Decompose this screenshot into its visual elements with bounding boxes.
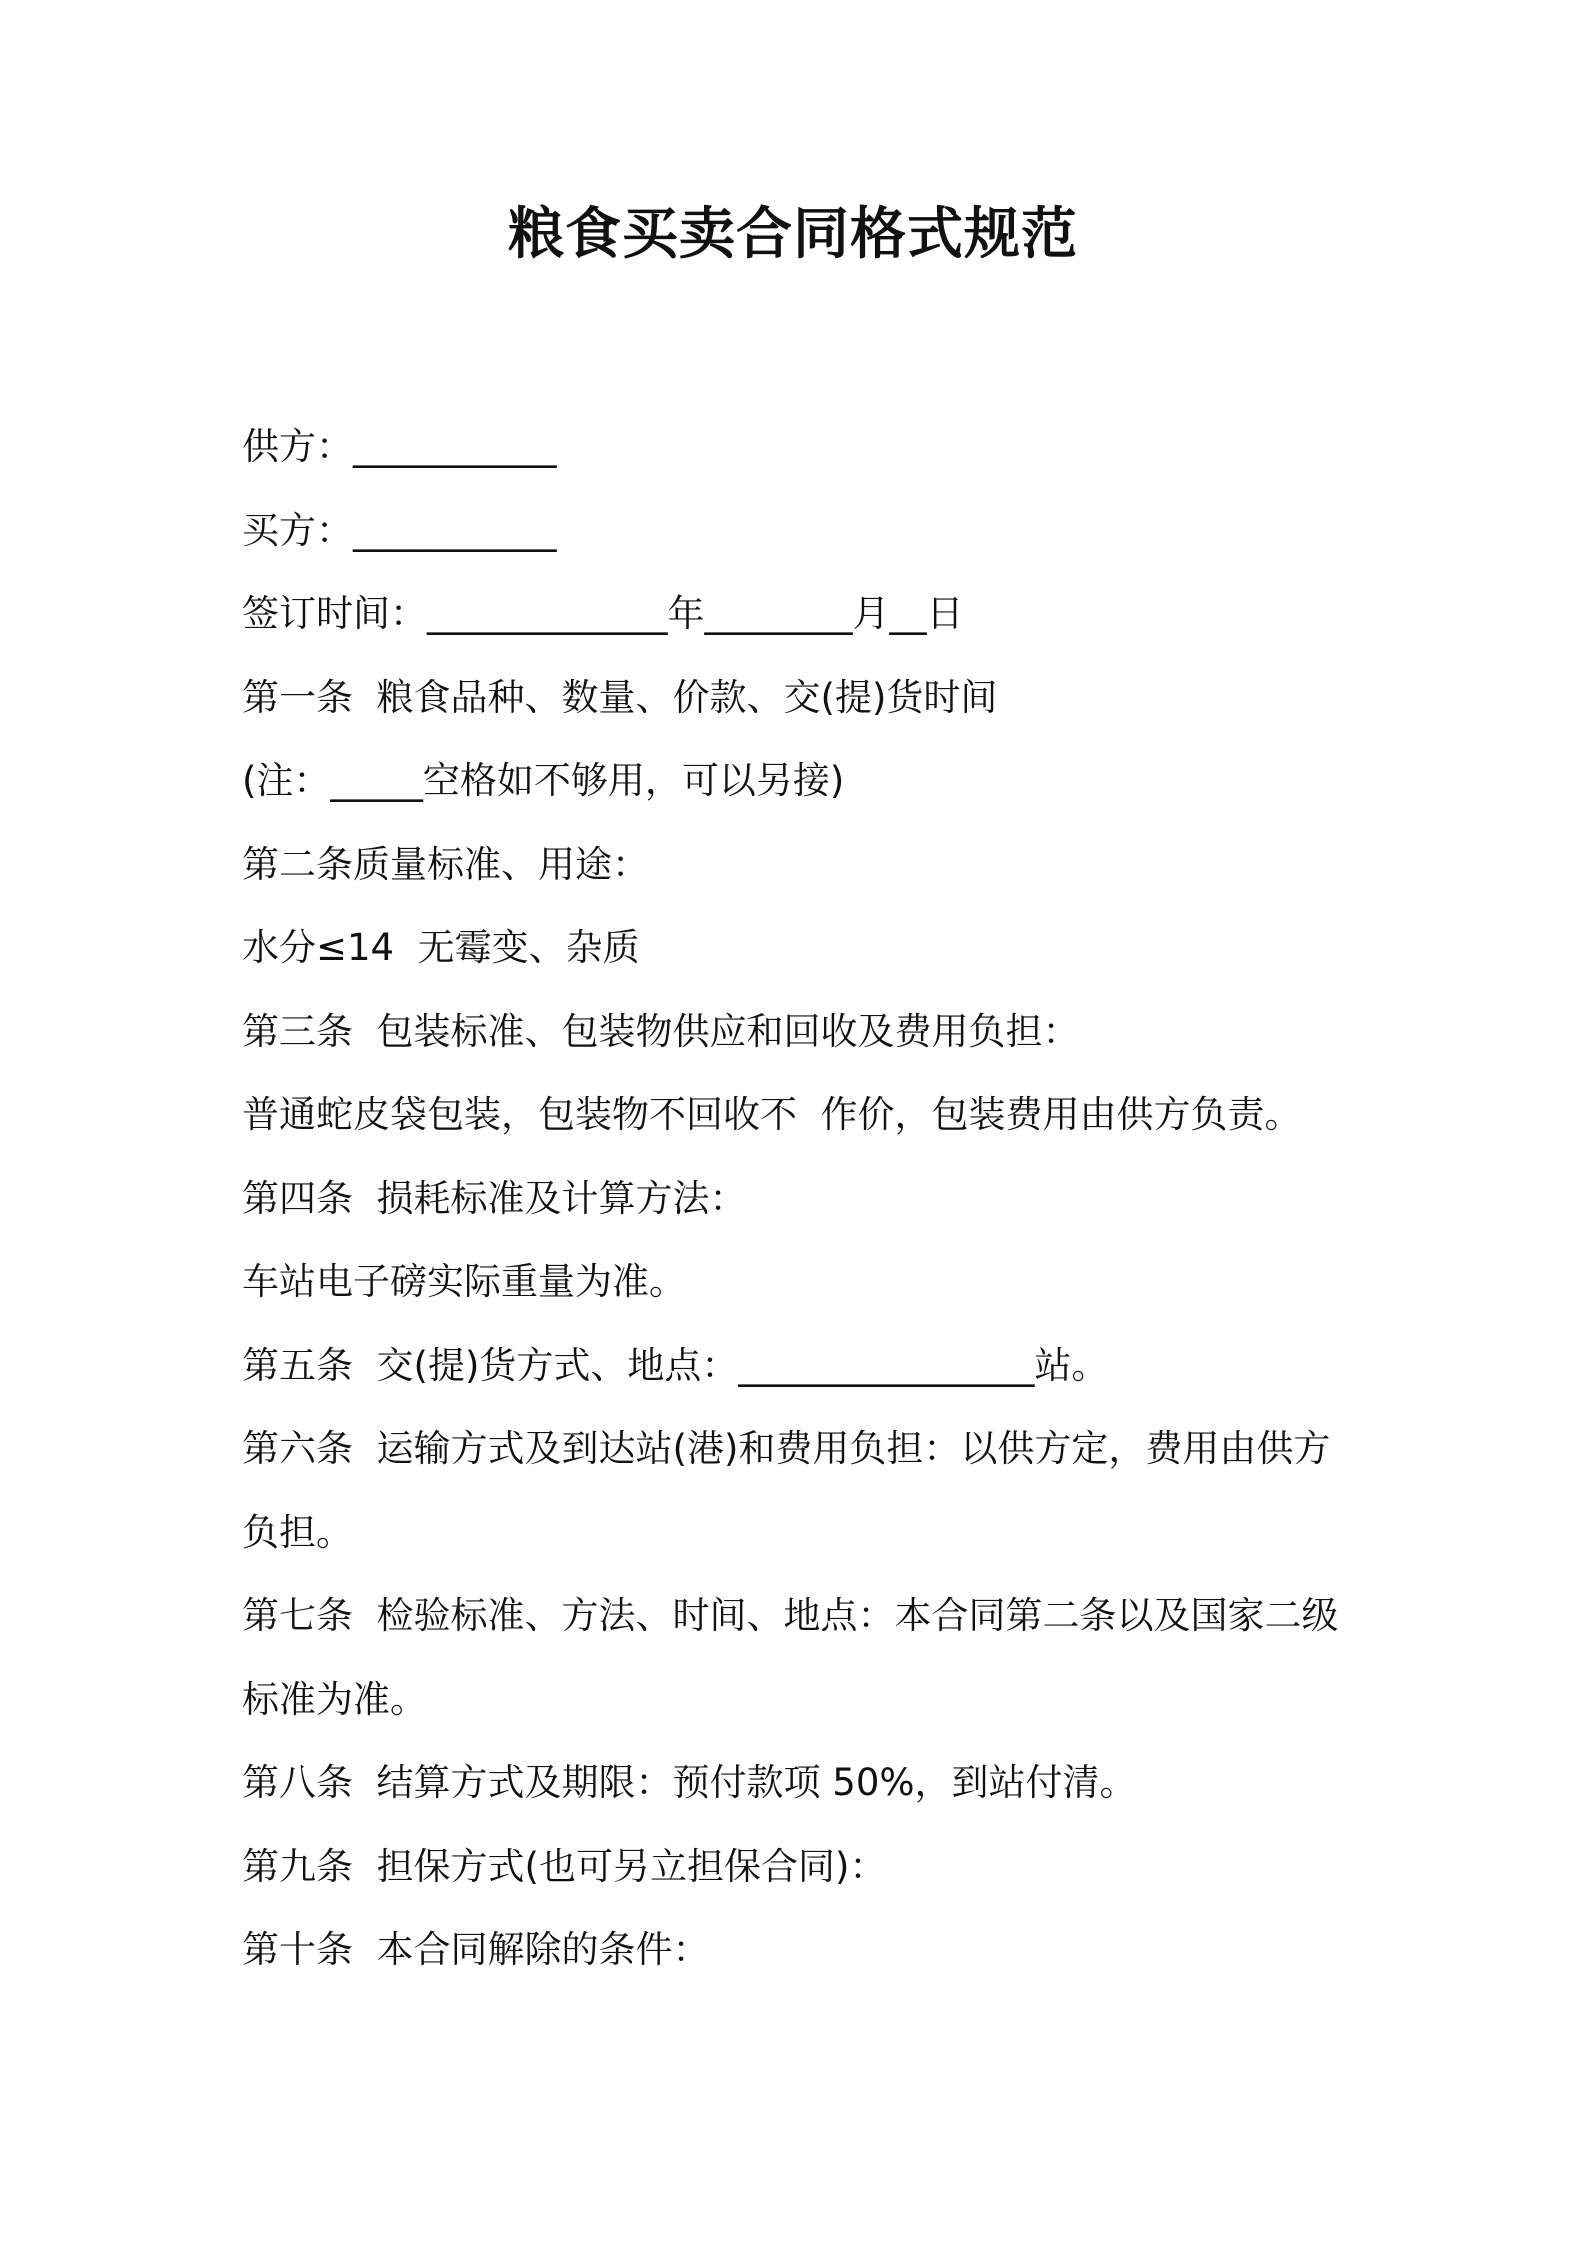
signing-date-line: 签订时间：_____________年________月__日 [242, 592, 964, 635]
buyer-line: 买方：___________ [242, 508, 557, 552]
document-title: 粮食买卖合同格式规范 [508, 202, 1078, 267]
article-1-note-line: (注：_____空格如不够用，可以另接) [242, 759, 845, 802]
article-4-line: 第四条 损耗标准及计算方法： [242, 1176, 747, 1220]
article-7-continuation-line: 标准为准。 [242, 1677, 427, 1721]
document-body [242, 405, 1392, 1992]
article-1-line: 第一条 粮食品种、数量、价款、交(提)货时间 [242, 675, 998, 719]
article-8-line: 第八条 结算方式及期限：预付款项 50%，到站付清。 [242, 1761, 1137, 1804]
article-4-content-line: 车站电子磅实际重量为准。 [242, 1260, 686, 1303]
article-2-line: 第二条质量标准、用途： [242, 842, 649, 886]
article-6-continuation-line: 负担。 [242, 1510, 353, 1554]
article-10-line: 第十条 本合同解除的条件： [242, 1928, 710, 1971]
article-2-content-line: 水分≤14 无霉变、杂质 [242, 926, 640, 969]
article-9-line: 第九条 担保方式(也可另立担保合同)： [242, 1844, 887, 1888]
article-6-line: 第六条 运输方式及到达站(港)和费用负担：以供方定，费用由供方 [242, 1427, 1331, 1470]
article-5-line: 第五条 交(提)货方式、地点：________________站。 [242, 1343, 1109, 1387]
article-7-line: 第七条 检验标准、方法、时间、地点：本合同第二条以及国家二级 [242, 1594, 1339, 1637]
supplier-line: 供方：___________ [242, 425, 557, 468]
article-3-line: 第三条 包装标准、包装物供应和回收及费用负担： [242, 1009, 1080, 1053]
article-3-content-line: 普通蛇皮袋包装，包装物不回收不 作价，包装费用由供方负责。 [242, 1093, 1302, 1136]
